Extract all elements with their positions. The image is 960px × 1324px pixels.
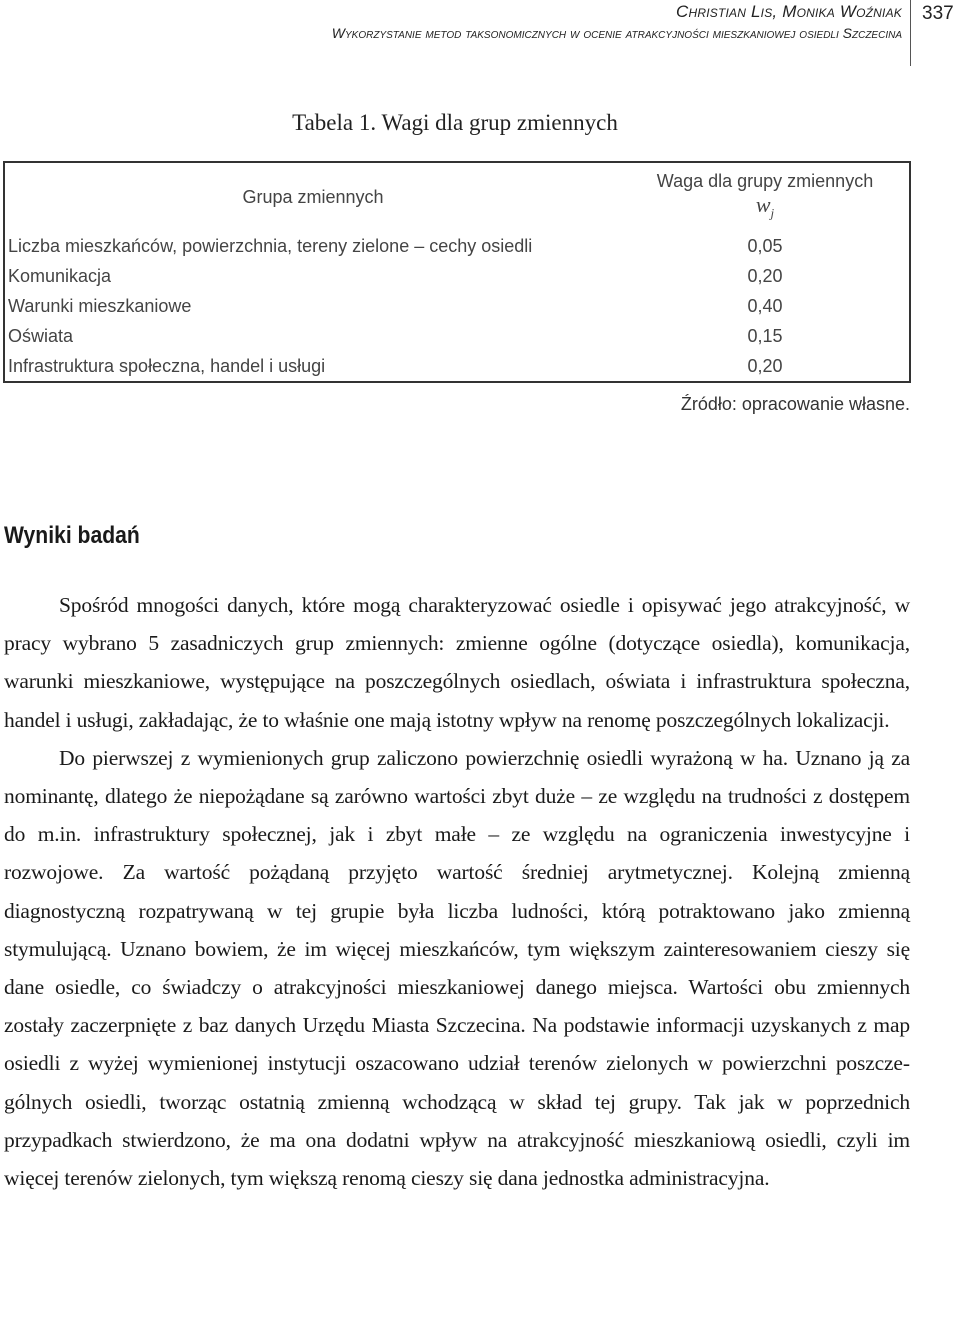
table-row [4,231,910,261]
weight-value: 0,15 [747,325,783,346]
weight-cell [621,231,910,261]
paragraph: Do pierwszej z wymienionych grup zaliczono powierzchnię osiedli wyrażoną w ha. Uznano ją za nominantę, dlatego że niepożądane są zarówno wartości zbyt duże – ze względu na trudności z dostępem do m.in. infrastruktury społecznej, jak i zbyt małe – ze względu na ograniczenia inwestycyjne i rozwojowe. Za wartość pożądaną przyjęto wartość średniej arytmetycznej. Kolejną zmienną diagnostyczną rozpatrywaną w tej grupie była liczba ludności, którą potraktowano jako zmienną stymulującą. Uznano bowiem, że im więcej mieszkańców, tym większym zainteresowaniem cieszy się dane osiedle, co świadczy o atrakcyjności mieszkaniowej danego miejsca. Wartości obu zmiennych zostały zaczerpnięte z baz danych Urzędu Miasta Szczecina. Na podstawie informacji uzyskanych z map osiedli z wyżej wymienionej instytucji oszacowano udział terenów zielonych w powierzchni poszczególnych osiedli, tworząc ostatnią zmienną wchodzącą w skład tej grupy. Tak jak w poprzednich przypadkach stwierdzono, że ma ona dodatni wpływ na atrakcyjność mieszkaniową osiedli, czyli im więcej terenów zielonych, tym większą renomą cieszy się dana jednostka administracyjna. [4,745,910,1191]
col-header-weight-label: Waga dla grupy zmiennych [656,170,874,191]
header-authors: Christian Lis, Monika Woźniak [676,2,902,21]
weight-symbol [624,193,906,225]
weight-value: 0,20 [747,355,783,376]
running-header [0,0,960,70]
weight-value: 0,05 [747,235,783,256]
weight-symbol-subscript: j [770,205,775,221]
table-source: Źródło: opracowanie własne. [680,394,910,414]
weights-table [3,161,911,383]
weight-cell [621,291,910,321]
group-cell: Infrastruktura społeczna, handel i usługi [8,355,326,376]
header-divider [910,0,911,66]
page-number: 337 [922,3,954,24]
table-row [4,321,910,351]
group-cell: Warunki mieszkaniowe [8,295,192,316]
table-header-row [4,162,910,231]
paragraph: Spośród mnogości danych, które mogą charakteryzować osiedle i opisywać jego atrakcyjność, w pracy wybrano 5 zasadniczych grup zmiennych: zmienne ogólne (dotyczące osiedla), komunikacja, warunki mieszkaniowe, występujące na poszczególnych osiedlach, oświata i infrastruktura społeczna, handel i usługi, zakładając, że to właśnie one mają istotny wpływ na renomę poszczególnych lokalizacji. [4,593,910,732]
table-caption: Tabela 1. Wagi dla grup zmiennych [292,110,618,135]
weight-value: 0,40 [747,295,783,316]
weight-value: 0,20 [747,265,783,286]
weight-symbol-letter: w [755,191,771,217]
group-cell: Oświata [8,325,74,346]
table-row [4,261,910,291]
weight-cell [621,321,910,351]
section-title: Wyniki badań [4,522,140,549]
col-header-group: Grupa zmiennych [242,186,384,207]
weight-cell [621,351,910,382]
header-running-title: Wykorzystanie metod taksonomicznych w ocenie atrakcyjności mieszkaniowej osiedli Szczecina [331,25,902,41]
table-row [4,291,910,321]
col-header-weight [621,162,910,231]
body-text [4,586,910,1197]
table-row [4,351,910,382]
group-cell: Liczba mieszkańców, powierzchnia, tereny zielone – cechy osiedli [8,235,533,256]
weight-cell [621,261,910,291]
group-cell: Komunikacja [8,265,112,286]
